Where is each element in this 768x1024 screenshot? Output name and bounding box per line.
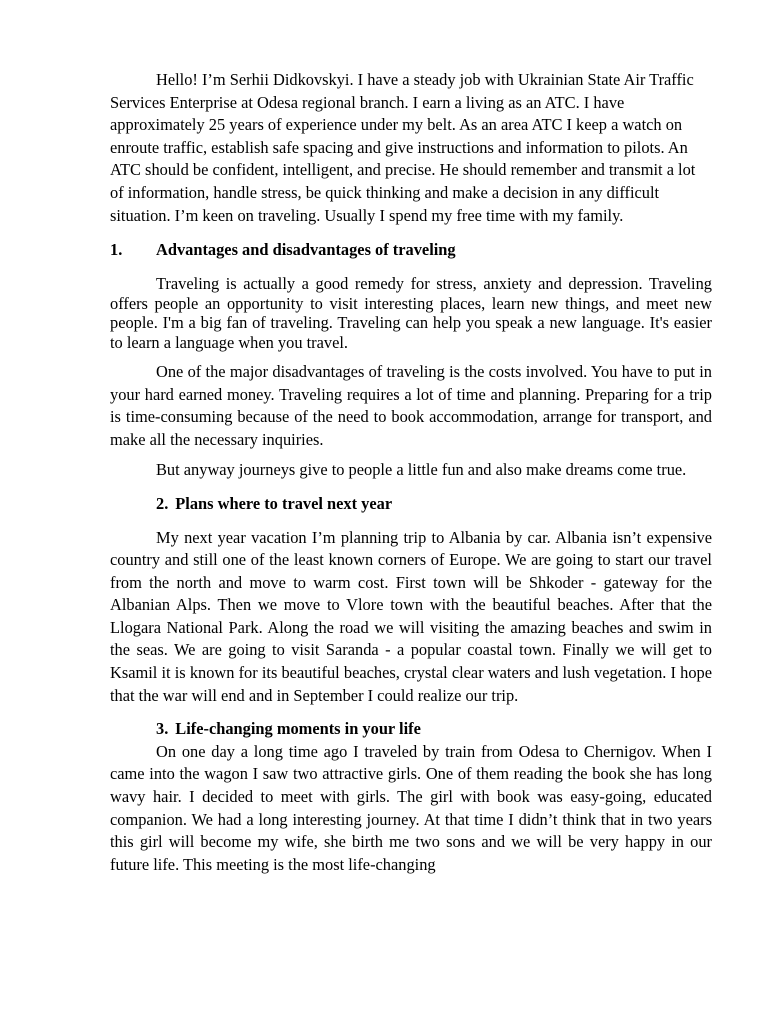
section-2-paragraph-1: My next year vacation I’m planning trip to Albania by car. Albania isn’t expensive country and still one of the least known corners of Europe. We are going to start our travel from the north and move to warm cost. First town will be Shkoder - gateway for the Albanian Alps. Then we move to Vlore town with the beautiful beaches. After that the Llogara National Park. Along the road we will visiting the amazing beaches and swim in the seas. We are going to visit Saranda - a popular coastal town. Finally we will get to Ksamil it is known for its beautiful beaches, crystal clear waters and lush vegetation. I hope that the war will end and in September I could realize our trip. <box>110 527 712 705</box>
section-1-heading <box>110 239 712 262</box>
section-3-heading <box>110 718 712 741</box>
document-page <box>110 69 712 876</box>
section-3-title: Life-changing moments in your life <box>175 719 421 739</box>
section-1-number: 1. <box>110 240 123 260</box>
section-2-number: 2. <box>156 493 169 513</box>
section-3-number: 3. <box>156 719 169 739</box>
intro-paragraph: Hello! I’m Serhii Didkovskyi. I have a steady job with Ukrainian State Air Traffic Services Enterprise at Odesa regional branch. I earn a living as an ATC. I have approximately 25 years of experience under my belt. As an area ATC I keep a watch on enroute traffic, establish safe spacing and give instructions and information to pilots. An ATC should be confident, intelligent, and precise. He should remember and transmit a lot of information, handle stress, be quick thinking and make a decision in any difficult situation. I’m keen on traveling. Usually I spend my free time with my family. <box>110 70 696 225</box>
section-1-title: Advantages and disadvantages of traveling <box>156 240 456 260</box>
section-1-paragraph-3: But anyway journeys give to people a little fun and also make dreams come true. <box>156 460 687 480</box>
section-1-paragraph-1: Traveling is actually a good remedy for stress, anxiety and depression. Traveling offers people an opportunity to visit interesting places, learn new things, and meet new people. I'm a big fan of traveling. Traveling can help you speak a new language. It's easier to learn a language when you travel. <box>110 273 712 353</box>
section-3-paragraph-1: On one day a long time ago I traveled by train from Odesa to Chernigov. When I came into the wagon I saw two attractive girls. One of them reading the book she has long wavy hair. I decided to meet with girls. The girl with book was easy-going, educated companion. We had a long interesting journey. At that time I didn’t think that in two years this girl will become my wife, she birth me two sons and we will be very happy in our future life. This meeting is the most life-changing <box>110 741 712 874</box>
section-1-paragraph-2: One of the major disadvantages of traveling is the costs involved. You have to put in your hard earned money. Traveling requires a lot of time and planning. Preparing for a trip is time-consuming because of the need to book accommodation, arrange for transport, and make all the necessary inquiries. <box>110 361 712 449</box>
section-2-title: Plans where to travel next year <box>175 493 393 513</box>
section-2-heading <box>110 493 712 516</box>
